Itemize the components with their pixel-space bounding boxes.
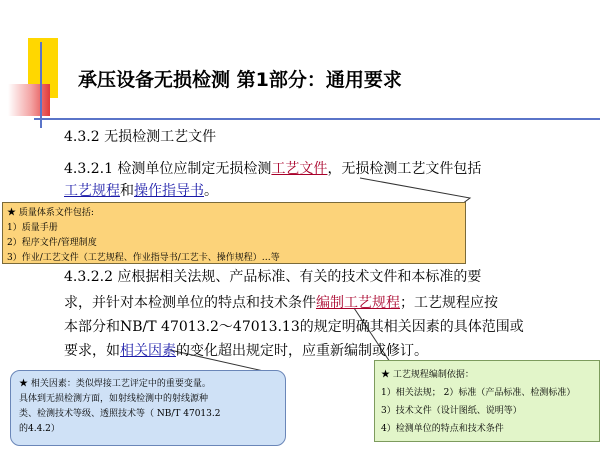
para-4-3-2-1-prefix: 4.3.2.1 检测单位应制定无损检测 (64, 161, 272, 177)
para-4-3-2-2-line4 (64, 340, 428, 362)
link-work-instruction[interactable]: 操作指导书 (134, 183, 204, 199)
note-related-factors (10, 370, 286, 446)
para-4-3-2-1-and: 和 (120, 183, 134, 199)
para-4-3-2-1-end: 。 (204, 183, 218, 199)
heading-4-3-2: 4.3.2 无损检测工艺文件 (64, 129, 217, 145)
note-basis-item: 3）技术文件（设计图纸、说明等） (381, 406, 522, 416)
note-basis-item: 4）检测单位的特点和技术条件 (381, 424, 504, 434)
note-quality-system (2, 202, 466, 264)
para-4-3-2-2-line2 (64, 292, 498, 314)
link-process-specification[interactable]: 工艺规程 (64, 183, 120, 199)
pointer-quality (360, 178, 470, 204)
note-factors-line: 类、检测技术等级、透照技术等（ NB/T 47013.2 (19, 409, 221, 419)
note-quality-item: 1）质量手册 (7, 223, 58, 233)
para-4-3-2-2-line4-prefix: 要求，如 (64, 343, 120, 359)
para-4-3-2-1-mid: ，无损检测工艺文件包括 (327, 161, 482, 177)
para-4-3-2-2-line2-prefix: 求，并针对本检测单位的特点和技术条件 (64, 295, 316, 311)
para-4-3-2-2-line4-suffix: 的变化超出规定时，应重新编制或修订。 (176, 343, 428, 359)
note-factors-line: 具体到无损检测方面，如射线检测中的射线源种 (19, 394, 209, 404)
link-compile-spec[interactable]: 编制工艺规程 (316, 295, 400, 311)
note-factors-line: ★ 相关因素：类似焊接工艺评定中的重要变量。 (19, 379, 211, 389)
note-quality-item: 3）作业/工艺文件（工艺规程、作业指导书/工艺卡、操作规程）…等 (7, 253, 280, 263)
note-factors-line: 的4.4.2） (19, 424, 60, 434)
para-4-3-2-1-line2 (64, 180, 218, 202)
link-related-factors[interactable]: 相关因素 (120, 343, 176, 359)
note-quality-heading: ★ 质量体系文件包括: (7, 208, 94, 218)
para-4-3-2-2-line1: 4.3.2.2 应根据相关法规、产品标准、有关的技术文件和本标准的要 (64, 269, 482, 285)
link-process-document[interactable]: 工艺文件 (271, 161, 328, 177)
para-4-3-2-2-line2-suffix: ；工艺规程应按 (400, 295, 498, 311)
note-quality-item: 2）程序文件/管理制度 (7, 238, 97, 248)
note-spec-basis (374, 360, 600, 442)
note-basis-heading: ★ 工艺规程编制依据： (381, 370, 474, 380)
para-4-3-2-2-line3: 本部分和NB/T 47013.2～47013.13的规定明确其相关因素的具体范围或 (64, 319, 524, 335)
slide-title: 承压设备无损检测 第1部分：通用要求 (78, 69, 402, 91)
note-basis-item: 1）相关法规； 2）标准（产品标准、检测标准） (381, 388, 576, 398)
para-4-3-2-1-line1 (64, 158, 481, 180)
